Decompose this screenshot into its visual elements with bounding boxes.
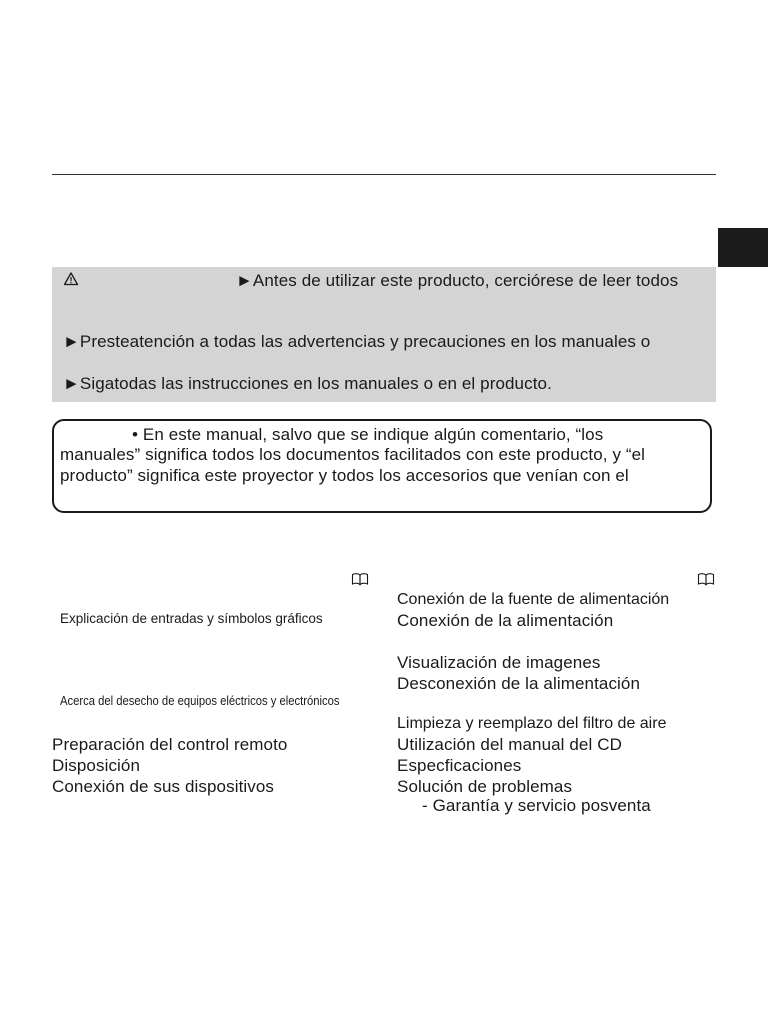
header-rule — [52, 174, 716, 175]
book-icon — [697, 572, 715, 586]
toc-item[interactable]: Preparación del control remoto — [52, 735, 288, 754]
toc-subitem[interactable]: - Garantía y servicio posventa — [422, 796, 651, 815]
note-line-1: • En este manual, salvo que se indique algún comentario, “los — [132, 425, 604, 444]
toc-item[interactable]: Utilización del manual del CD — [397, 735, 622, 754]
toc-item[interactable]: Limpieza y reemplazo del filtro de aire — [397, 715, 667, 732]
warning-line-2: ►Presteatención a todas las advertencias y precauciones en los manuales o — [63, 332, 651, 351]
section-tab — [718, 228, 768, 267]
toc-item[interactable]: Conexión de la alimentación — [397, 611, 614, 630]
toc-item[interactable]: Desconexión de la alimentación — [397, 674, 641, 693]
toc-item[interactable]: Visualización de imagenes — [397, 653, 601, 672]
warning-triangle-icon — [63, 271, 79, 287]
toc-item[interactable]: Disposición — [52, 756, 141, 775]
toc-item[interactable]: Acerca del desecho de equipos eléctricos y electrónicos — [60, 694, 340, 708]
toc-item[interactable]: Conexión de sus dispositivos — [52, 777, 275, 796]
toc-item[interactable]: Conexión de la fuente de alimentación — [397, 591, 670, 608]
toc-item[interactable]: Solución de problemas — [397, 777, 573, 796]
toc-item[interactable]: Explicación de entradas y símbolos gráficos — [60, 611, 323, 626]
note-line-3: producto” significa este proyector y todos los accesorios que venían con el — [60, 466, 629, 485]
book-icon — [351, 572, 369, 586]
note-line-2: manuales” significa todos los documentos facilitados con este producto, y “el — [60, 445, 646, 464]
warning-line-1: ►Antes de utilizar este producto, cerciórese de leer todos — [236, 271, 679, 290]
toc-item[interactable]: Especficaciones — [397, 756, 522, 775]
warning-line-3: ►Sigatodas las instrucciones en los manuales o en el producto. — [63, 374, 552, 393]
